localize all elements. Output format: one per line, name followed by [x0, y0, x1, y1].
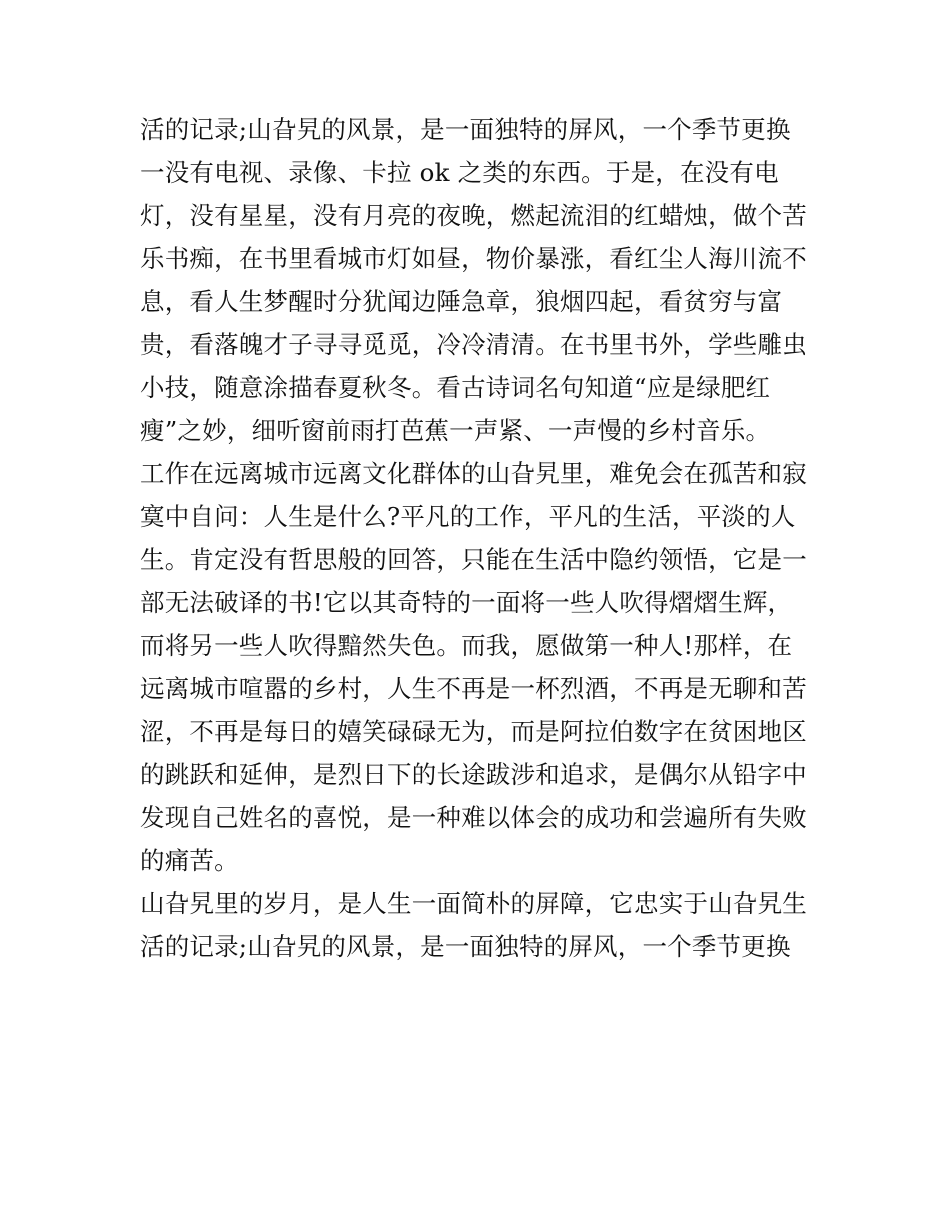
text-line: 发现自己姓名的喜悦，是一种难以体会的成功和尝遍所有失败 — [140, 803, 807, 832]
text-line: 息，看人生梦醒时分犹闻边陲急章，狼烟四起，看贫穷与富 — [140, 287, 783, 316]
body-text — [140, 108, 830, 968]
text-line: 小技，随意涂描春夏秋冬。看古诗词名句知道“应是绿肥红 — [140, 373, 771, 402]
text-line: 贵，看落魄才子寻寻觅觅，冷冷清清。在书里书外，学些雕虫 — [140, 330, 807, 359]
text-line: 生。肯定没有哲思般的回答，只能在生活中隐约领悟，它是一 — [140, 545, 807, 574]
text-line: 寞中自问：人生是什么?平凡的工作，平凡的生活，平淡的人 — [140, 502, 796, 531]
text-line: 部无法破译的书!它以其奇特的一面将一些人吹得熠熠生辉， — [140, 588, 793, 617]
text-line: 工作在远离城市远离文化群体的山旮旯里，难免会在孤苦和寂 — [140, 459, 807, 488]
text-line: 活的记录;山旮旯的风景，是一面独特的屏风，一个季节更换 — [140, 115, 791, 144]
text-line: 瘦”之妙，细听窗前雨打芭蕉一声紧、一声慢的乡村音乐。 — [140, 416, 771, 445]
text-line: 而将另一些人吹得黯然失色。而我，愿做第一种人!那样，在 — [140, 631, 793, 660]
text-line: 活的记录;山旮旯的风景，是一面独特的屏风，一个季节更换 — [140, 932, 791, 961]
text-line: 的痛苦。 — [140, 846, 239, 875]
text-line: 的跳跃和延伸，是烈日下的长途跋涉和追求，是偶尔从铅字中 — [140, 760, 807, 789]
text-line: 山旮旯里的岁月，是人生一面简朴的屏障，它忠实于山旮旯生 — [140, 889, 807, 918]
text-line: 灯，没有星星，没有月亮的夜晚，燃起流泪的红蜡烛，做个苦 — [140, 201, 807, 230]
text-line: 涩，不再是每日的嬉笑碌碌无为，而是阿拉伯数字在贫困地区 — [140, 717, 807, 746]
text-line: 远离城市喧嚣的乡村，人生不再是一杯烈酒，不再是无聊和苦 — [140, 674, 807, 703]
text-line: 乐书痴，在书里看城市灯如昼，物价暴涨，看红尘人海川流不 — [140, 244, 807, 273]
text-line: 一没有电视、录像、卡拉 ok 之类的东西。于是，在没有电 — [140, 158, 779, 187]
